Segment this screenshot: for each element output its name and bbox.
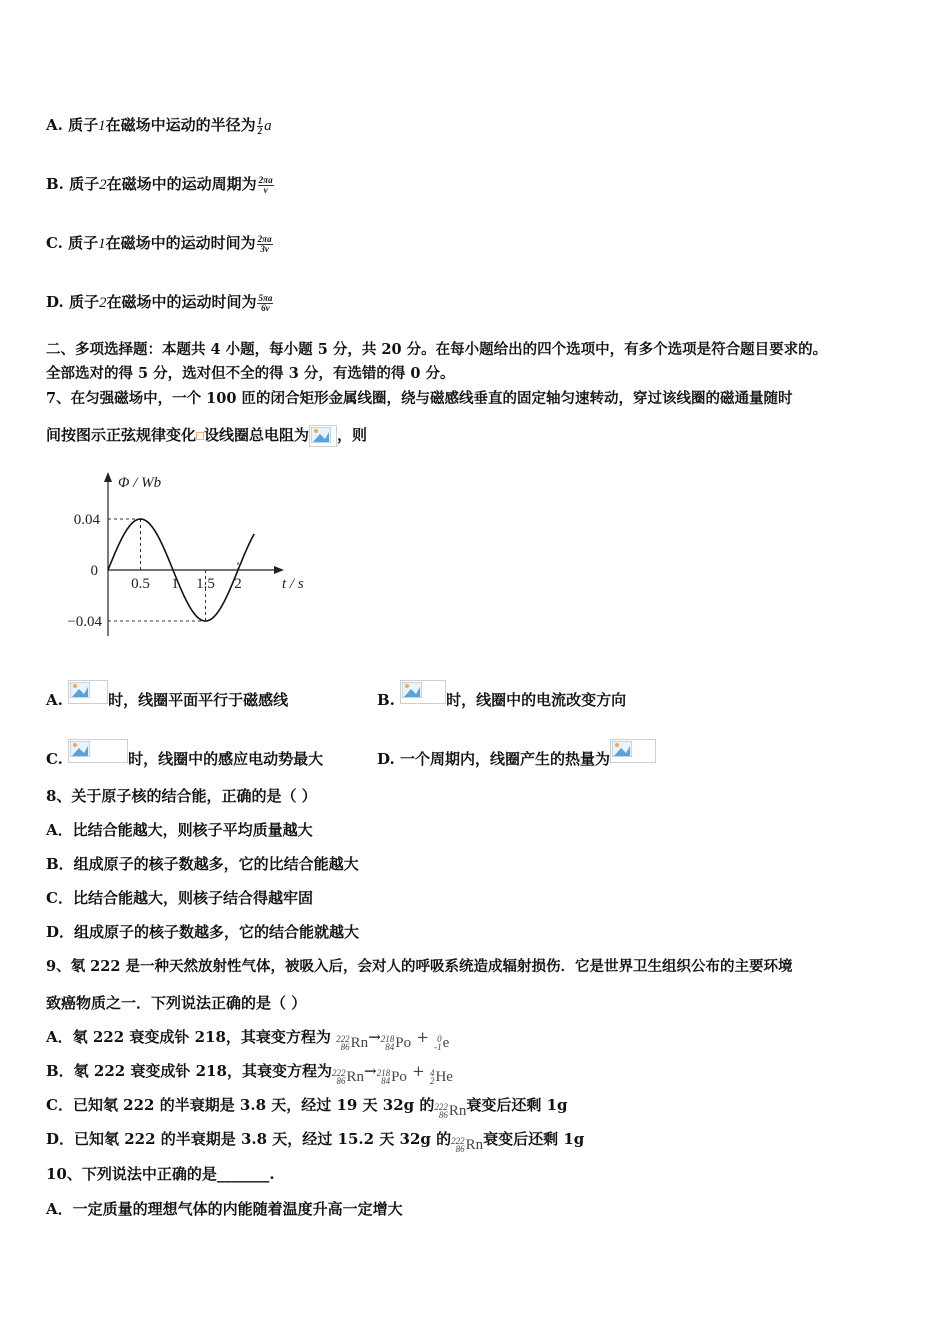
y-tick-label: −0.04 bbox=[67, 614, 102, 630]
y-axis-arrow bbox=[104, 472, 112, 482]
q10-option-a: A．一定质量的理想气体的内能随着温度升高一定增大 bbox=[46, 1200, 403, 1218]
flux-time-chart bbox=[56, 466, 326, 646]
q7-option-d: D. 一个周期内，线圈产生的热量为 bbox=[377, 739, 656, 769]
q8-option-b: B．组成原子的核子数越多，它的比结合能越大 bbox=[46, 855, 359, 873]
x-axis-arrow bbox=[274, 566, 284, 574]
q9-option-a: A．氡 222 衰变成钋 218，其衰变方程为 222 86 Rn → 218 84 Po + 0 -1 e bbox=[46, 1028, 450, 1052]
q9-option-b: B．氡 222 衰变成钋 218，其衰变方程为 222 86 Rn → 218 84 Po + 4 2 He bbox=[46, 1062, 453, 1086]
q7-option-b: B. 时，线圈中的电流改变方向 bbox=[377, 680, 626, 710]
q9-option-c: C．已知氡 222 的半衰期是 3.8 天，经过 19 天 32g 的 222 86 Rn 衰变后还剩 1g bbox=[46, 1096, 568, 1120]
image-placeholder-icon bbox=[610, 739, 656, 763]
y-axis-label: Φ / Wb bbox=[118, 475, 162, 491]
q9-option-d: D．已知氡 222 的半衰期是 3.8 天，经过 15.2 天 32g 的 222 86 Rn 衰变后还剩 1g bbox=[46, 1130, 585, 1154]
fraction: $\frac{5\pi a}{6v}$ bbox=[258, 292, 273, 313]
x-tick-label: 1 bbox=[171, 576, 179, 592]
nuclide-po: 218 84 Po bbox=[376, 1068, 407, 1086]
nuclide-rn: 222 86 Rn bbox=[331, 1068, 364, 1086]
nuclide-helium: 4 2 He bbox=[429, 1068, 453, 1086]
q6-option-a: A. 质子1在磁场中运动的半径为 $\frac{1}{2}$ a bbox=[46, 115, 272, 136]
nuclide-electron: 0 -1 e bbox=[434, 1034, 450, 1052]
image-placeholder-icon bbox=[68, 739, 128, 763]
q8-stem: 8、关于原子核的结合能，正确的是（ ） bbox=[46, 787, 317, 805]
q7-stem-line1: 7、在匀强磁场中，一个 100 匝的闭合矩形金属线圈，绕与磁感线垂直的固定轴匀速转动，穿过该线圈的磁通量随时 bbox=[46, 390, 793, 407]
fraction: $\frac{1}{2}$ bbox=[257, 115, 263, 136]
q7-stem-line2: 间按图示正弦规律变化 设线圈总电阻为 ，则 bbox=[46, 425, 367, 447]
nuclide-po: 218 84 Po bbox=[380, 1034, 412, 1052]
q8-option-c: C．比结合能越大，则核子结合得越牢固 bbox=[46, 889, 313, 907]
x-tick-label: 1.5 bbox=[196, 576, 215, 592]
section2-line1: 二、多项选择题：本题共 4 小题，每小题 5 分，共 20 分。在每小题给出的四个选项中，有多个选项是符合题目要求的。 bbox=[46, 341, 828, 358]
q6-option-c: C. 质子1在磁场中的运动时间为 $\frac{2\pi a}{3v}$ bbox=[46, 233, 272, 254]
nuclide-rn: 222 86 Rn bbox=[336, 1034, 369, 1052]
x-tick-label: 0.5 bbox=[131, 576, 150, 592]
fraction: $\frac{2\pi a}{v}$ bbox=[258, 174, 273, 195]
q8-option-a: A．比结合能越大，则核子平均质量越大 bbox=[46, 821, 313, 839]
x-tick-label: 2 bbox=[234, 576, 242, 592]
image-placeholder-icon bbox=[400, 680, 446, 704]
fraction: $\frac{2\pi a}{3v}$ bbox=[257, 233, 272, 254]
q10-stem: 10、下列说法中正确的是_______. bbox=[46, 1165, 275, 1183]
nuclide-rn: 222 86 Rn bbox=[434, 1102, 467, 1120]
image-placeholder-icon bbox=[309, 425, 337, 447]
q6-option-d: D. 质子2在磁场中的运动时间为 $\frac{5\pi a}{6v}$ bbox=[46, 292, 273, 313]
chart-axes bbox=[104, 472, 284, 636]
image-placeholder-icon bbox=[68, 680, 108, 704]
y-tick-label: 0.04 bbox=[73, 512, 100, 528]
q7-option-c: C. 时，线圈中的感应电动势最大 bbox=[46, 739, 323, 769]
q7-option-a: A. 时，线圈平面平行于磁感线 bbox=[46, 680, 288, 710]
q9-stem-line1: 9、氡 222 是一种天然放射性气体，被吸入后，会对人的呼吸系统造成辐射损伤．它是世界卫生组织公布的主要环境 bbox=[46, 958, 793, 975]
y-tick-label: 0 bbox=[90, 563, 98, 579]
section2-line2: 全部选对的得 5 分，选对但不全的得 3 分，有选错的得 0 分。 bbox=[46, 365, 455, 382]
nuclide-rn: 222 86 Rn bbox=[451, 1136, 484, 1154]
image-placeholder-icon bbox=[196, 432, 204, 440]
q8-option-d: D．组成原子的核子数越多，它的结合能就越大 bbox=[46, 923, 360, 941]
q6-option-b: B. 质子2在磁场中的运动周期为 $\frac{2\pi a}{v}$ bbox=[46, 174, 273, 195]
x-axis-label: t / s bbox=[282, 576, 304, 592]
chart-labels bbox=[67, 475, 304, 630]
q9-stem-line2: 致癌物质之一．下列说法正确的是（ ） bbox=[46, 994, 307, 1012]
